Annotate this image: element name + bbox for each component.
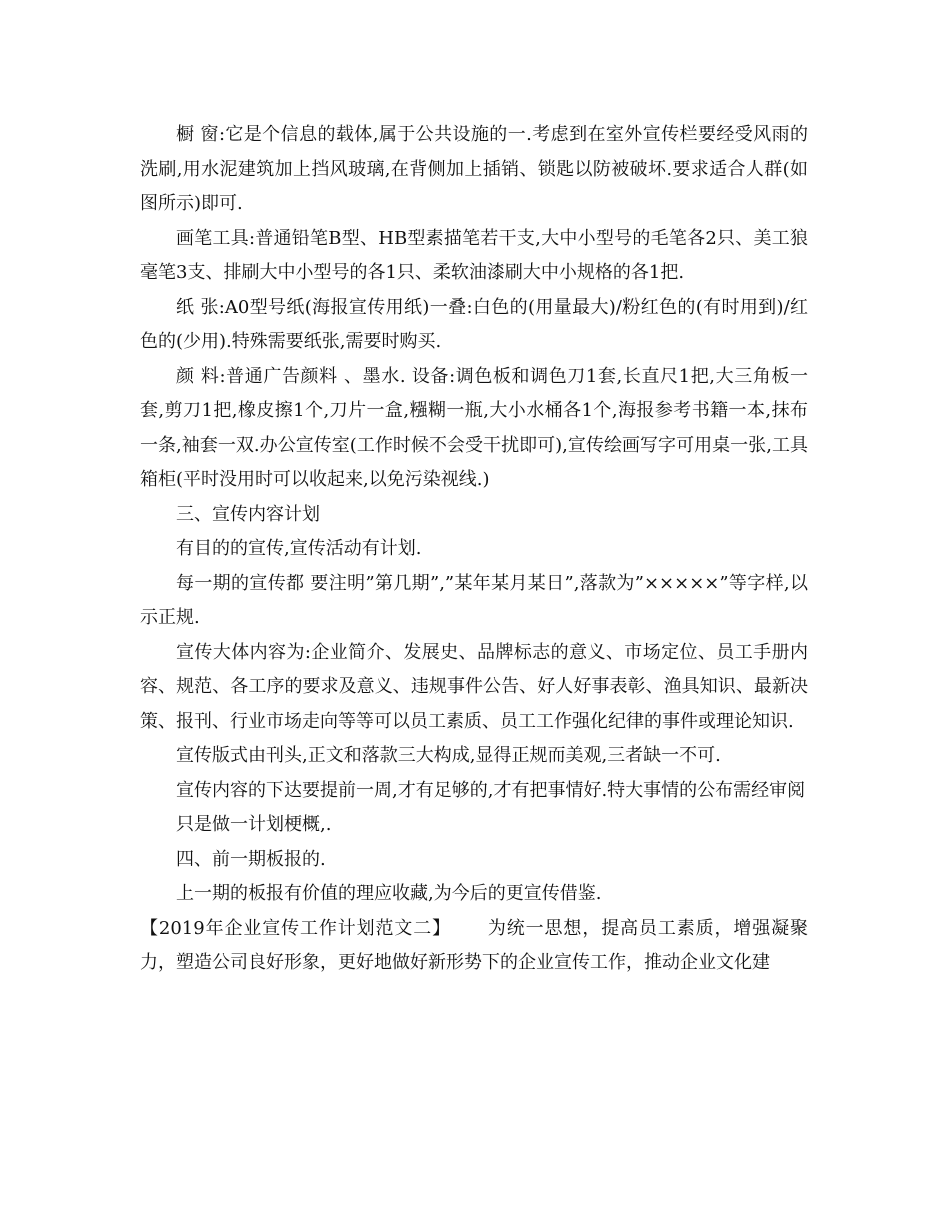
paragraph-content-scope: 宣传大体内容为:企业简介、发展史、品牌标志的意义、市场定位、员工手册内容、规范、各工序的要求及意义、违规事件公告、好人好事表彰、渔具知识、最新决策、报刊、行业市场走向等等可以员工素质、员工工作强化纪律的事件或理论知识. <box>140 641 808 732</box>
section-heading-previous-issue: 四、前一期板报的. <box>176 848 326 870</box>
paragraph-paper: 纸 张:A0型号纸(海报宣传用纸)一叠:白色的(用量最大)/粉红色的(有时用到)/红色的(少用).特殊需要纸张,需要时购买. <box>140 296 808 352</box>
paragraph-purpose: 有目的的宣传,宣传活动有计划. <box>176 538 422 559</box>
paragraph-archive: 上一期的板报有价值的理应收藏,为今后的更宣传借鉴. <box>176 883 602 904</box>
paragraph-outline: 只是做一计划梗概,. <box>176 814 332 835</box>
paragraph-paint-equipment: 颜 料:普通广告颜料 、墨水. 设备:调色板和调色刀1套,长直尺1把,大三角板一套,剪刀1把,橡皮擦1个,刀片一盒,糨糊一瓶,大小水桶各1个,海报参考书籍一本,抹布一条,袖套一双.办公宣传室(工作时候不会受干扰即可),宣传绘画写字可用桌一张,工具箱柜(平时没用时可以收起来,以免污染视线.) <box>140 365 808 490</box>
section-heading-content-plan: 三、宣传内容计划 <box>176 503 320 525</box>
paragraph-issue-notes: 每一期的宣传都 要注明”第几期”,”某年某月某日”,落款为”×××××”等字样,以示正规. <box>140 572 808 628</box>
paragraph-brush-tools: 画笔工具:普通铅笔B型、HB型素描笔若干支,大中小型号的毛笔各2只、美工狼毫笔3支、排刷大中小型号的各1只、柔软油漆刷大中小规格的各1把. <box>140 227 808 283</box>
sample-two-heading: 【2019年企业宣传工作计划范文二】 <box>140 917 452 939</box>
paragraph-showcase: 橱 窗:它是个信息的载体,属于公共设施的一.考虑到在室外宣传栏要经受风雨的洗刷,用水泥建筑加上挡风玻璃,在背侧加上插销、锁匙以防被破坏.要求适合人群(如图所示)即可. <box>140 124 808 214</box>
paragraph-layout: 宣传版式由刊头,正文和落款三大构成,显得正规而美观,三者缺一不可. <box>176 745 721 766</box>
paragraph-sample-two <box>140 912 808 981</box>
document-body <box>140 118 808 981</box>
sample-two-body: 为统一思想，提高员工素质，增强凝聚力，塑造公司良好形象，更好地做好新形势下的企业宣传工作，推动企业文化建 <box>140 917 809 973</box>
paragraph-schedule: 宣传内容的下达要提前一周,才有足够的,才有把事情好.特大事情的公布需经审阅 <box>176 779 806 801</box>
